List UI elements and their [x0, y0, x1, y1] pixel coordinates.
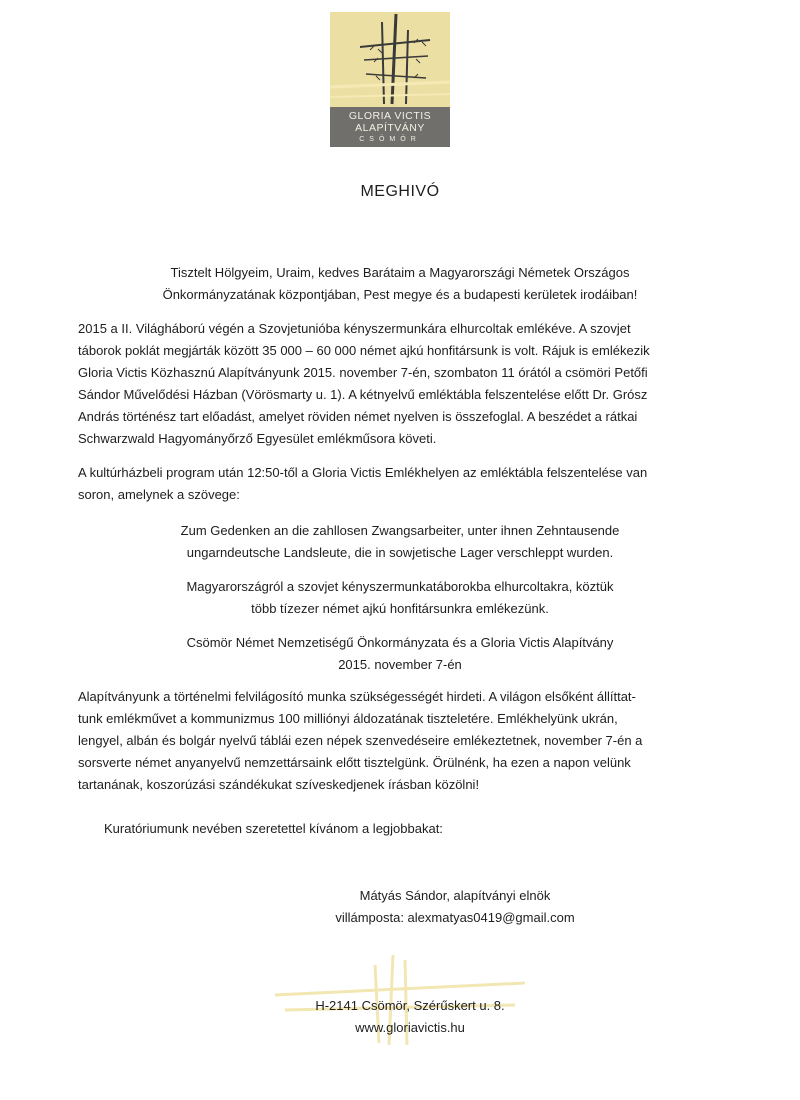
paragraph-line: táborok poklát megjárták között 35 000 – 60 000 német ajkú honfitársunk is volt. Rájuk is emlékezik: [78, 343, 650, 358]
paragraph-line: Alapítványunk a történelmi felvilágosító munka szükségességét hirdeti. A világon elsőként állíttat-: [78, 689, 636, 704]
closing-line: Kuratóriumunk nevében szeretettel kívánom a legjobbakat:: [104, 821, 443, 836]
paragraph-event: [78, 318, 723, 450]
footer-website[interactable]: www.gloriavictis.hu: [355, 1020, 465, 1035]
quote-line: Zum Gedenken an die zahllosen Zwangsarbeiter, unter ihnen Zehntausende: [180, 523, 620, 538]
signatory-name: Mátyás Sándor, alapítványi elnök: [359, 888, 551, 903]
paragraph-program: [78, 462, 723, 506]
footer-contact: [60, 995, 760, 1039]
paragraph-line: lengyel, albán és bolgár nyelvű táblái ezen népek szenvedéseire emlékeztetnek, november 7-én a: [78, 733, 643, 748]
logo-line-3: CSÖMÖR: [359, 136, 421, 143]
quote-line: Magyarországról a szovjet kényszermunkatáborokba elhurcoltakra, köztük: [186, 579, 614, 594]
foundation-logo: [330, 12, 450, 147]
quote-line: ungarndeutsche Landsleute, die in sowjetische Lager verschleppt wurden.: [186, 545, 614, 560]
document-title: MEGHIVÓ: [360, 183, 440, 200]
quote-line: több tízezer német ajkú honfitársunkra emlékezünk.: [251, 601, 549, 616]
paragraph-line: Schwarzwald Hagyományőrző Egyesület emlékműsora követi.: [78, 431, 437, 446]
quote-line: 2015. november 7-én: [338, 657, 462, 672]
paragraph-line: sorsverte német anyanyelvű nemzettársaink előtt tisztelgünk. Örülnénk, ha ezen a napon velünk: [78, 755, 631, 770]
paragraph-mission: [78, 686, 723, 796]
plaque-signature: [100, 632, 700, 676]
footer-address: H-2141 Csömör, Szérűskert u. 8.: [315, 998, 505, 1013]
paragraph-line: 2015 a II. Világháború végén a Szovjetunióba kényszermunkára elhurcoltak emlékéve. A szovjet: [78, 321, 631, 336]
paragraph-line: soron, amelynek a szövege:: [78, 487, 240, 502]
logo-line-2: ALAPÍTVÁNY: [355, 122, 425, 134]
quote-line: Csömör Német Nemzetiségű Önkormányzata és a Gloria Victis Alapítvány: [186, 635, 614, 650]
logo-text-box: [330, 107, 450, 147]
plaque-text-hungarian: [100, 576, 700, 620]
greeting-line: Önkormányzatának központjában, Pest megye és a budapesti kerületek irodáiban!: [162, 287, 638, 302]
signature-block: [100, 885, 800, 929]
greeting-line: Tisztelt Hölgyeim, Uraim, kedves Barátaim a Magyarországi Németek Országos: [170, 265, 630, 280]
paragraph-line: Gloria Victis Közhasznú Alapítványunk 2015. november 7-én, szombaton 11 órától a csömöri Petőfi: [78, 365, 648, 380]
barbed-wire-cross-icon: [330, 12, 450, 107]
logo-line-1: GLORIA VICTIS: [348, 110, 432, 122]
paragraph-line: tunk emlékművet a kommunizmus 100 milliónyi áldozatának tiszteletére. Emlékhelyünk ukrán,: [78, 711, 618, 726]
signatory-email[interactable]: villámposta: alexmatyas0419@gmail.com: [335, 910, 575, 925]
paragraph-line: Sándor Művelődési Házban (Vörösmarty u. 1). A kétnyelvű emléktábla felszentelése előtt Dr. Grósz: [78, 387, 648, 402]
paragraph-line: A kultúrházbeli program után 12:50-től a Gloria Victis Emlékhelyen az emléktábla felszentelése van: [78, 465, 648, 480]
plaque-text-german: [100, 520, 700, 564]
paragraph-line: András történész tart előadást, amelyet röviden német nyelven is összefoglal. A beszédet a rátkai: [78, 409, 638, 424]
greeting: [60, 262, 740, 306]
paragraph-line: tartanának, koszorúzási szándékukat szíveskedjenek írásban közölni!: [78, 777, 480, 792]
